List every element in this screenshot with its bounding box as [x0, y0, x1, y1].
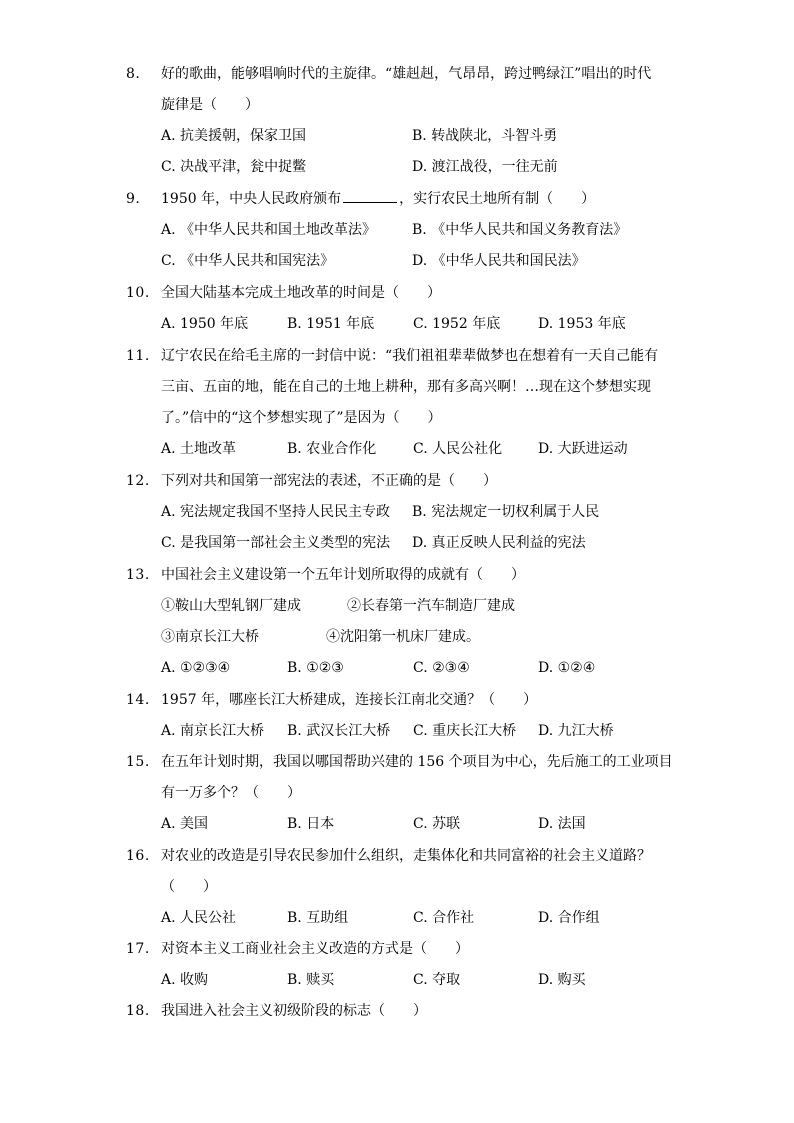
question-stem-line: 在五年计划时期，我国以哪国帮助兴建的 156 个项目为中心，先后施工的工业项目: [161, 754, 673, 770]
question-stem-line: 全国大陆基本完成土地改革的时间是（ ）: [161, 285, 441, 301]
question-stem-line: 对农业的改造是引导农民参加什么组织，走集体化和共同富裕的社会主义道路？: [161, 848, 651, 864]
question-13: [126, 560, 686, 684]
question-stem-line: 有一万多个？（ ）: [161, 785, 301, 801]
question-number: 11.: [126, 348, 150, 364]
option-row: [161, 309, 686, 340]
statement-row: [161, 622, 686, 653]
question-number: 12.: [126, 473, 150, 489]
statement-row: [161, 591, 686, 622]
option-a: A. 抗美援朝，保家卫国: [161, 128, 307, 144]
question-10: [126, 278, 686, 340]
question-stem-line: 了。”信中的“这个梦想实现了”是因为（ ）: [161, 410, 442, 426]
option-c: C. 人民公社化: [413, 441, 503, 457]
option-c: C. 重庆长江大桥: [413, 723, 517, 739]
question-stem-line: [161, 184, 686, 215]
option-c: C. 苏联: [413, 816, 461, 832]
option-row: [161, 434, 686, 465]
statement-1: ①鞍山大型轧钢厂建成: [161, 598, 301, 614]
question-stem-line: 对资本主义工商业社会主义改造的方式是（ ）: [161, 941, 469, 957]
option-c: C. 1952 年底: [413, 316, 501, 332]
option-row: [161, 965, 686, 996]
option-d: D. 大跃进运动: [538, 441, 628, 457]
question-number: 10.: [126, 285, 150, 301]
question-number: 13.: [126, 567, 150, 583]
option-a: A. 人民公社: [161, 910, 237, 926]
question-12: [126, 466, 686, 559]
option-c: C. 是我国第一部社会主义类型的宪法: [161, 535, 391, 551]
option-row: [161, 152, 686, 183]
option-c: C. 决战平津，瓮中捉鳖: [161, 159, 307, 175]
question-number: 18.: [126, 1003, 150, 1019]
question-stem-line: 中国社会主义建设第一个五年计划所取得的成就有（ ）: [161, 567, 525, 583]
option-c: C. 合作社: [413, 910, 475, 926]
question-17: [126, 934, 686, 996]
option-d: D. ①②④: [538, 660, 596, 676]
option-row: [161, 497, 686, 528]
option-b: B. 赎买: [287, 972, 335, 988]
option-row: [161, 215, 686, 246]
option-d: D. 合作组: [538, 910, 600, 926]
option-row: [161, 716, 686, 747]
stem-before-blank: 1950 年，中央人民政府颁布: [161, 191, 342, 207]
option-c: C. ②③④: [413, 660, 470, 676]
option-a: A. 1950 年底: [161, 316, 249, 332]
question-9: [126, 184, 686, 277]
option-b: B. 宪法规定一切权利属于人民: [412, 504, 600, 520]
statement-4: ④沈阳第一机床厂建成。: [326, 629, 480, 645]
option-a: A. 土地改革: [161, 441, 237, 457]
question-stem-line: 辽宁农民在给毛主席的一封信中说：“我们祖祖辈辈做梦也在想着有一天自己能有: [161, 348, 659, 364]
statement-3: ③南京长江大桥: [161, 629, 259, 645]
option-d: D. 九江大桥: [538, 723, 614, 739]
question-stem-line: 下列对共和国第一部宪法的表述，不正确的是（ ）: [161, 473, 497, 489]
question-stem-line: 三亩、五亩的地，能在自己的土地上耕种，那有多高兴啊！…现在这个梦想实现: [161, 379, 651, 395]
option-a: A. ①②③④: [161, 660, 231, 676]
question-number: 8.: [126, 66, 141, 82]
option-b: B. 转战陕北，斗智斗勇: [412, 128, 558, 144]
question-stem-line: 1957 年，哪座长江大桥建成，连接长江南北交通？（ ）: [161, 692, 538, 708]
option-d: D. 法国: [538, 816, 586, 832]
option-b: B. 日本: [287, 816, 335, 832]
question-number: 9.: [126, 191, 141, 207]
option-b: B. ①②③: [287, 660, 344, 676]
option-a: A. 美国: [161, 816, 209, 832]
option-d: D. 渡江战役，一往无前: [412, 159, 558, 175]
option-d: D. 购买: [538, 972, 586, 988]
question-stem-line: 旋律是（ ）: [161, 97, 259, 113]
option-a: A. 收购: [161, 972, 209, 988]
option-b: B. 互助组: [287, 910, 349, 926]
option-b: B. 1951 年底: [287, 316, 375, 332]
question-stem-line: 我国进入社会主义初级阶段的标志（ ）: [161, 1003, 427, 1019]
option-row: [161, 653, 686, 684]
question-18: [126, 996, 686, 1027]
question-stem-line: 好的歌曲，能够唱响时代的主旋律。“雄赳赳，气昂昂，跨过鸭绿江”唱出的时代: [161, 66, 652, 82]
question-14: [126, 685, 686, 747]
statement-2: ②长春第一汽车制造厂建成: [347, 598, 515, 614]
option-row: [161, 528, 686, 559]
option-d: D. 真正反映人民利益的宪法: [412, 535, 586, 551]
question-number: 16.: [126, 848, 150, 864]
option-c: C. 《中华人民共和国宪法》: [161, 253, 335, 269]
question-16: [126, 841, 686, 934]
question-number: 17.: [126, 941, 150, 957]
option-b: B. 《中华人民共和国义务教育法》: [412, 222, 628, 238]
option-a: A. 宪法规定我国不坚持人民民主专政: [161, 504, 391, 520]
option-row: [161, 121, 686, 152]
option-a: A. 南京长江大桥: [161, 723, 265, 739]
question-number: 15.: [126, 754, 150, 770]
option-b: B. 农业合作化: [287, 441, 377, 457]
option-row: [161, 903, 686, 934]
stem-after-blank: ，实行农民土地所有制（ ）: [399, 191, 596, 207]
question-stem-line: （ ）: [161, 879, 217, 895]
question-11: [126, 341, 686, 465]
question-8: [126, 59, 686, 183]
option-a: A. 《中华人民共和国土地改革法》: [161, 222, 377, 238]
fill-blank: [343, 188, 397, 203]
option-row: [161, 246, 686, 277]
question-number: 14.: [126, 692, 150, 708]
option-b: B. 武汉长江大桥: [287, 723, 391, 739]
question-15: [126, 747, 686, 840]
option-row: [161, 809, 686, 840]
option-d: D. 《中华人民共和国民法》: [412, 253, 586, 269]
option-d: D. 1953 年底: [538, 316, 626, 332]
option-c: C. 夺取: [413, 972, 461, 988]
